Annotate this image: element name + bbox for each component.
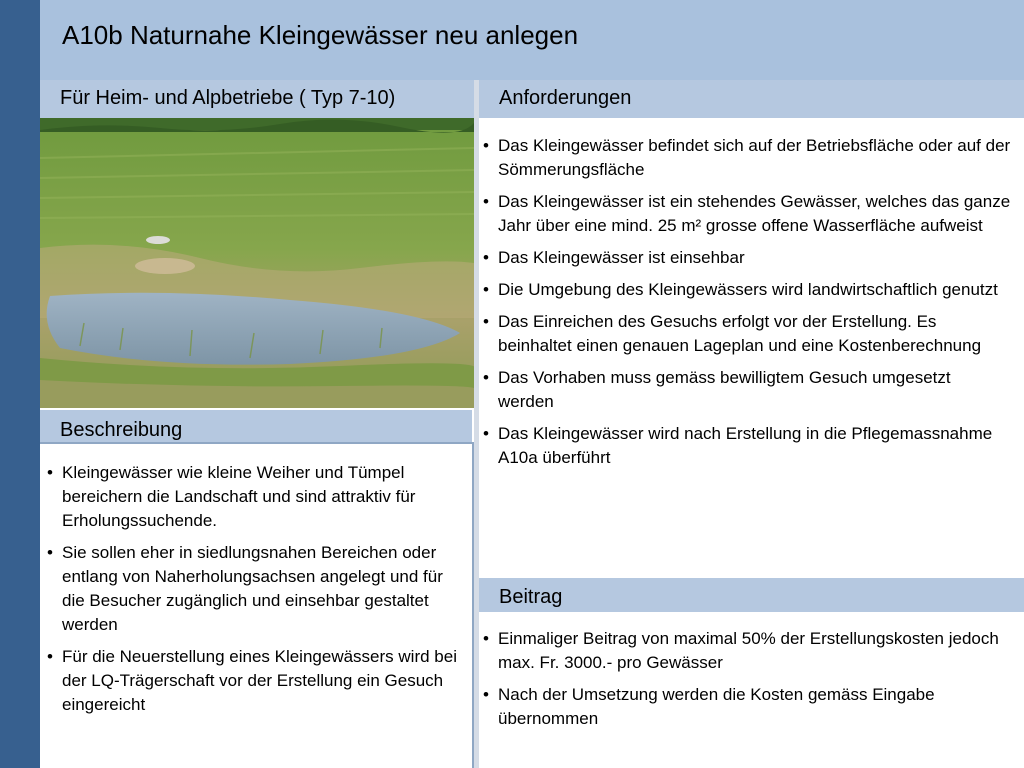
list-item: • Die Umgebung des Kleingewässers wird landwirtschaftlich genutzt <box>481 278 1011 302</box>
section-header-description <box>40 410 472 444</box>
title-bar <box>40 0 1024 80</box>
list-item: • Das Einreichen des Gesuchs erfolgt vor der Erstellung. Es beinhaltet einen genauen Lageplan und eine Kostenberechnung <box>481 310 1011 358</box>
left-accent-bar <box>0 0 40 768</box>
list-item: • Das Kleingewässer ist einsehbar <box>481 246 1011 270</box>
description-list <box>45 461 470 725</box>
list-item: • Sie sollen eher in siedlungsnahen Bereichen oder entlang von Naherholungsachsen angelegt und für die Besucher zugänglich und einsehbar gestaltet werden <box>45 541 470 637</box>
description-border <box>472 442 474 768</box>
slide-title: A10b Naturnahe Kleingewässer neu anlegen <box>62 20 579 50</box>
beitrag-list <box>481 627 1011 739</box>
list-item: • Nach der Umsetzung werden die Kosten gemäss Eingabe übernommen <box>481 683 1011 731</box>
list-item: • Das Kleingewässer befindet sich auf der Betriebsfläche oder auf der Sömmerungsfläche <box>481 134 1011 182</box>
list-item: • Für die Neuerstellung eines Kleingewässers wird bei der LQ-Trägerschaft vor der Erstellung ein Gesuch eingereicht <box>45 645 470 717</box>
list-item: • Das Vorhaben muss gemäss bewilligtem Gesuch umgesetzt werden <box>481 366 1011 414</box>
section-header-beitrag <box>479 578 1024 612</box>
list-item: • Das Kleingewässer wird nach Erstellung in die Pflegemassnahme A10a überführt <box>481 422 1011 470</box>
section-header-left <box>40 80 474 118</box>
list-item: • Einmaliger Beitrag von maximal 50% der Erstellungskosten jedoch max. Fr. 3000.- pro Gewässer <box>481 627 1011 675</box>
list-item: • Das Kleingewässer ist ein stehendes Gewässer, welches das ganze Jahr über eine mind. 25 m² grosse offene Wasserfläche aufweist <box>481 190 1011 238</box>
requirements-header-label: Anforderungen <box>499 87 632 109</box>
pond-photo <box>40 118 474 408</box>
requirements-list <box>481 134 1011 478</box>
column-divider <box>474 80 479 768</box>
section-header-requirements <box>479 80 1024 118</box>
left-header-label: Für Heim- und Alpbetriebe ( Typ 7-10) <box>60 87 396 109</box>
description-header-label: Beschreibung <box>60 419 183 441</box>
list-item: • Kleingewässer wie kleine Weiher und Tümpel bereichern die Landschaft und sind attraktiv für Erholungssuchende. <box>45 461 470 533</box>
beitrag-header-label: Beitrag <box>499 586 563 608</box>
